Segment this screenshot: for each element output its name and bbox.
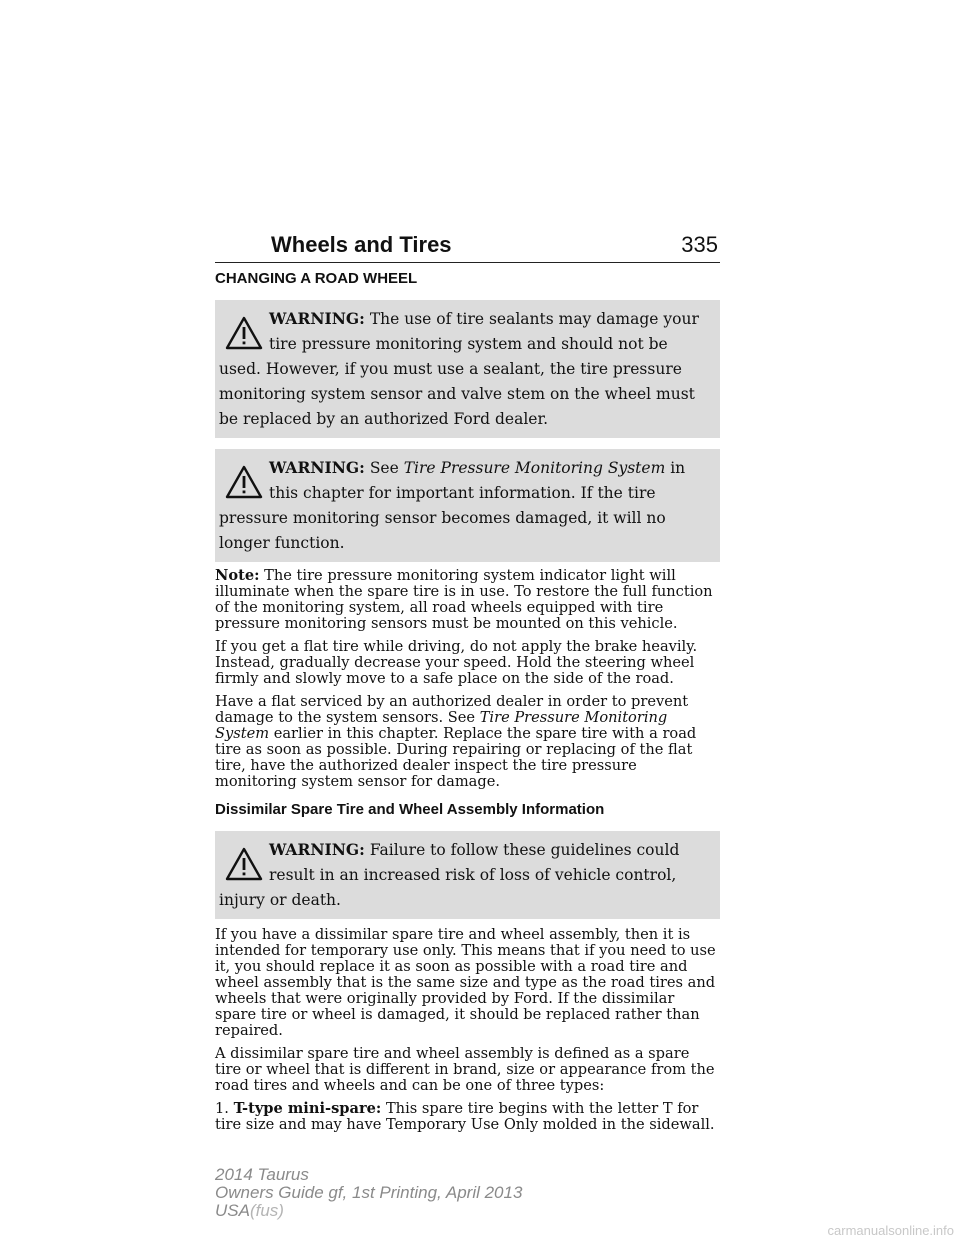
warning-text-post: in this chapter for important information. If the tire pressure monitoring sensor becomes damaged, it will no longer function.: [219, 459, 686, 552]
warning-triangle-icon: [225, 465, 263, 499]
page-number: 335: [681, 232, 718, 257]
footer-market-main: USA: [215, 1201, 250, 1220]
list-item-number: 1.: [215, 1100, 229, 1117]
heading-changing-road-wheel: CHANGING A ROAD WHEEL: [215, 270, 418, 287]
watermark: carmanualsonline.info: [827, 1223, 954, 1238]
warning-triangle-icon: [225, 316, 263, 350]
note-label: Note:: [215, 567, 260, 584]
page-content: [215, 270, 720, 1133]
paragraph-service: [215, 694, 720, 790]
warning-label: WARNING:: [269, 840, 365, 859]
footer-edition: Owners Guide gf, 1st Printing, April 2013: [215, 1183, 523, 1202]
tpms-reference: Tire Pressure Monitoring System: [403, 459, 666, 477]
heading-dissimilar-spare: Dissimilar Spare Tire and Wheel Assembly Information: [215, 801, 605, 818]
warning-text: The use of tire sealants may damage your tire pressure monitoring system and should not be used. However, if you must use a sealant, the tire pressure monitoring system sensor and valve stem on the wheel must be replaced by an authorized Ford dealer.: [219, 310, 699, 428]
service-text-post: earlier in this chapter. Replace the spare tire with a road tire as soon as possible. During repairing or replacing of the flat tire, have the authorized dealer inspect the tire pressure monitoring system sensor for damage.: [215, 725, 697, 790]
paragraph-defined: A dissimilar spare tire and wheel assembly is defined as a spare tire or wheel that is different in brand, size or appearance from the road tires and wheels and can be one of three types:: [215, 1045, 715, 1094]
header-rule: [215, 262, 720, 263]
page-header: [215, 232, 720, 260]
paragraph-dissimilar: If you have a dissimilar spare tire and wheel assembly, then it is intended for temporary use only. This means that if you need to use it, you should replace it as soon as possible with a road tire and wheel assembly that is the same size and type as the road tires and wheels that were originally provided by Ford. If the dissimilar spare tire or wheel is damaged, it should be replaced rather than repaired.: [215, 926, 716, 1039]
warning-label: WARNING:: [269, 309, 365, 328]
tpms-reference: Tire Pressure Monitoring System: [215, 709, 668, 742]
warning-label: WARNING:: [269, 458, 365, 477]
list-item-label: T-type mini-spare:: [233, 1100, 382, 1117]
paragraph-flat-tire: If you get a flat tire while driving, do not apply the brake heavily. Instead, gradually decrease your speed. Hold the steering wheel firmly and slowly move to a safe place on the side of the road.: [215, 638, 698, 687]
list-item-text: This spare tire begins with the letter T for tire size and may have Temporary Use Only molded in the sidewall.: [215, 1100, 715, 1133]
footer-market-code: (fus): [249, 1201, 284, 1220]
section-title: Wheels and Tires: [271, 232, 452, 257]
footer-market: [215, 1202, 522, 1220]
warning-triangle-icon: [225, 847, 263, 881]
warning-text: Failure to follow these guidelines could result in an increased risk of loss of vehicle control, injury or death.: [219, 841, 680, 909]
note-paragraph: [215, 568, 720, 632]
list-item-t-type: [215, 1101, 720, 1133]
service-text-pre: Have a flat serviced by an authorized dealer in order to prevent damage to the system sensors. See: [215, 693, 689, 726]
warning-box-guidelines: [215, 831, 720, 919]
warning-box-sealant: [215, 300, 720, 438]
page-footer: [215, 1166, 522, 1220]
footer-model: 2014 Taurus: [215, 1165, 309, 1184]
warning-box-tpms: [215, 449, 720, 562]
note-text: The tire pressure monitoring system indicator light will illuminate when the spare tire is in use. To restore the full function of the monitoring system, all road wheels equipped with tire pressure monitoring sensors must be mounted on this vehicle.: [215, 567, 713, 632]
warning-text-pre: See: [369, 459, 399, 477]
